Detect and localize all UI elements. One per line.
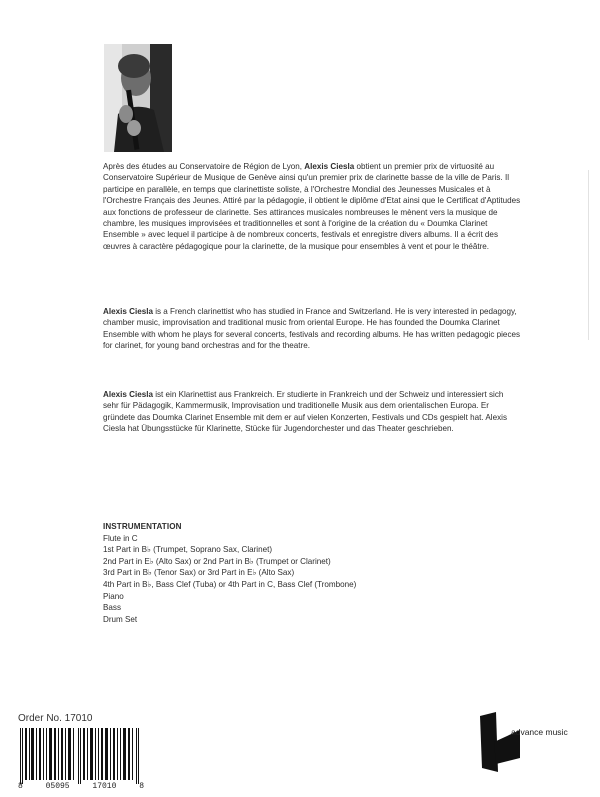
instrumentation-heading: INSTRUMENTATION — [103, 522, 182, 531]
barcode — [16, 728, 148, 784]
instrumentation-list — [103, 521, 403, 625]
instrument-item: Piano — [103, 591, 124, 601]
bio-en-body: is a French clarinettist who has studied in France and Switzerland. He is very interested in pedagogy, chamber music, improvisation and traditional music from oriental Europe. He has founded the Doumka Clarinet Ensemble with whom he plays for several concerts, festivals and recording albums. He has written pedagogic pieces for clarinet, for young band orchestras and for the theatre. — [103, 307, 521, 351]
bio-de-name: Alexis Ciesla — [103, 390, 153, 399]
advance-music-logo-icon — [480, 712, 580, 772]
page-edge-line — [588, 170, 589, 340]
bio-fr-body: obtient un premier prix de virtuosité au Conservatoire Supérieur de Musique de Genève ainsi qu'un premier prix de clarinette basse de la ville de Paris. Il participe en parallèle, en temps que clarinettiste soliste, à l'Orchestre Mondial des Jeunesses Musicales et à l'Orchestre Français des Jeunes. Attiré par la pédagogie, il obtient le diplôme d'Etat ainsi que le Certificat d'Aptitudes aux fonctions de professeur de clarinette. Ses attirances musicales nombreuses le mènent vers la musique de chambre, les musiques improvisées et traditionnelles et sont à l'origine de la création du « Doumka Clarinet Ensemble » avec lequel il participe à de nombreux concerts, festivals et enregistre divers albums. Il a écrit des œuvres à caractère pédagogique pour la clarinette, de la musique pour ensembles à vent et pour le théâtre. — [103, 162, 521, 251]
author-photo — [104, 44, 172, 152]
barcode-digit: 8 — [18, 782, 23, 791]
bio-fr-intro: Après des études au Conservatoire de Région de Lyon, — [103, 162, 305, 171]
instrument-item: 2nd Part in E♭ (Alto Sax) or 2nd Part in B♭ (Trumpet or Clarinet) — [103, 556, 331, 566]
barcode-digit: 05095 — [45, 782, 70, 791]
bio-fr-name: Alexis Ciesla — [304, 162, 355, 171]
instrument-item: Drum Set — [103, 614, 138, 624]
instrument-item: 1st Part in B♭ (Trumpet, Soprano Sax, Clarinet) — [103, 545, 273, 555]
instrument-item: 4th Part in B♭, Bass Clef (Tuba) or 4th Part in C, Bass Clef (Trombone) — [103, 579, 357, 589]
clarinettist-photo-icon — [104, 44, 172, 152]
barcode-digits — [18, 782, 144, 791]
publisher-logo-text: advance music — [511, 727, 568, 737]
biography-english — [103, 306, 521, 352]
barcode-digit: 8 — [139, 782, 144, 791]
instrument-item: Bass — [103, 603, 121, 613]
bio-en-name: Alexis Ciesla — [103, 307, 153, 316]
bio-de-body: ist ein Klarinettist aus Frankreich. Er studierte in Frankreich und der Schweiz und interessiert sich sehr für Pädagogik, Kammermusik, Improvisation und traditionelle Musik aus dem orientalischen Europa. Er gründete das Doumka Clarinet Ensemble mit dem er auf vielen Konzerten, Festivals und CDs gespielt hat. Alexis Ciesla hat Übungsstücke für Klarinette, Stücke für Jugendorchester und das Theater geschrieben. — [103, 390, 507, 434]
biography-german — [103, 389, 521, 435]
instrument-item: Flute in C — [103, 533, 138, 543]
instrument-item: 3rd Part in B♭ (Tenor Sax) or 3rd Part in E♭ (Alto Sax) — [103, 568, 295, 578]
biography-french — [103, 161, 521, 252]
order-number: Order No. 17010 — [18, 713, 93, 724]
barcode-digit: 17010 — [92, 782, 117, 791]
